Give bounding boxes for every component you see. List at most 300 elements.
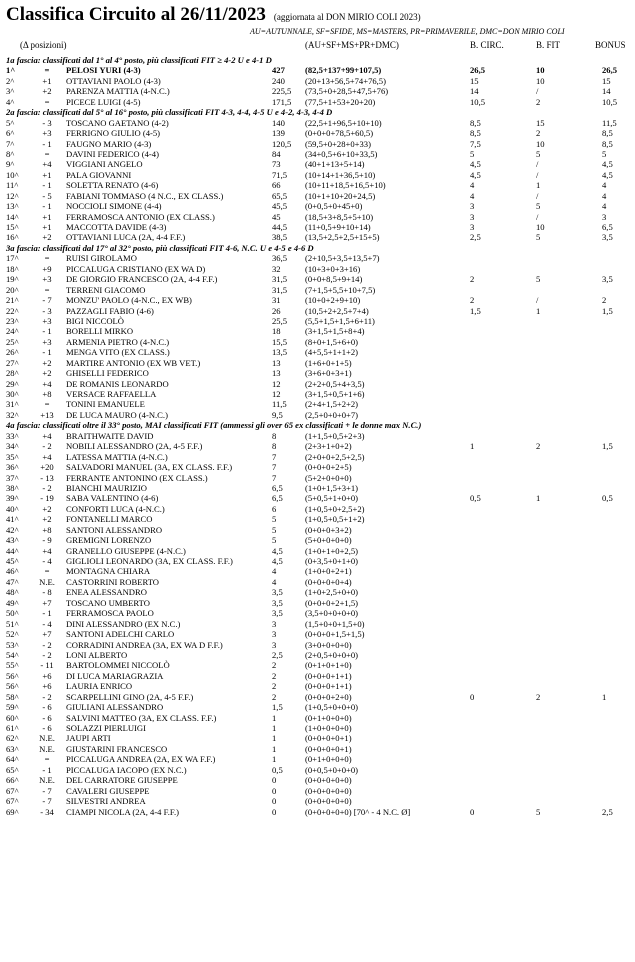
rank-position: 16^	[6, 232, 19, 243]
player-name: SABA VALENTINO (4-6)	[66, 493, 159, 504]
points-breakdown: (0+1+0+0+0)	[305, 754, 352, 765]
rank-position: 67^	[6, 796, 19, 807]
player-name: FERRAMOSCA PAOLO	[66, 608, 154, 619]
player-name: BARTOLOMMEI NICCOLÒ	[66, 660, 170, 671]
rank-change: +2	[42, 357, 52, 368]
points-breakdown: (40+1+13+5+14)	[305, 159, 365, 170]
points-breakdown: (22,5+1+96,5+10+10)	[305, 117, 382, 128]
table-row	[0, 754, 635, 764]
points-breakdown: (1+0+1,5+3+1)	[305, 482, 359, 493]
table-row	[0, 452, 635, 462]
rank-change: =	[44, 399, 50, 410]
rank-change: N.E.	[39, 775, 55, 786]
rank-position: 58^	[6, 691, 19, 702]
total-points: 8	[272, 441, 277, 452]
player-name: DINI ALESSANDRO (EX N.C.)	[66, 618, 181, 629]
table-header	[0, 40, 635, 52]
player-name: PICCALUGA IACOPO (EX N.C.)	[66, 764, 187, 775]
total-points: 7	[272, 462, 277, 473]
points-breakdown: (3+1,5+0,5+1+6)	[305, 389, 365, 399]
total-points: 71,5	[272, 169, 288, 180]
points-breakdown: (1+0+2,5+0+0)	[305, 587, 359, 598]
rank-position: 24^	[6, 326, 19, 337]
rank-change: =	[44, 253, 50, 264]
table-row	[0, 692, 635, 702]
player-name: OTTAVIANI PAOLO (4-3)	[66, 75, 161, 86]
total-points: 427	[272, 65, 285, 76]
rank-position: 45^	[6, 556, 19, 566]
total-points: 1	[272, 743, 277, 754]
rank-position: 42^	[6, 524, 19, 535]
total-points: 38,5	[272, 232, 288, 243]
fit-bonus: 1	[536, 305, 541, 316]
total-points: 1	[272, 723, 277, 733]
rank-change: - 7	[42, 785, 52, 796]
total-points: 240	[272, 75, 285, 86]
total-points: 2,5	[272, 649, 283, 660]
points-breakdown: (0+1+0+1+0)	[305, 660, 352, 671]
table-row	[0, 97, 635, 107]
fit-bonus: 2	[536, 441, 541, 452]
points-breakdown: (4+5,5+1+1+2)	[305, 347, 359, 358]
total-points: 7	[272, 472, 277, 483]
table-row	[0, 566, 635, 576]
total-points: 3,5	[272, 608, 283, 619]
rank-change: +2	[42, 86, 52, 97]
table-row	[0, 473, 635, 483]
total-points: 2	[272, 660, 277, 671]
points-breakdown: (0+0+0+3+2)	[305, 524, 352, 535]
player-name: PELOSI YURI (4-3)	[66, 65, 141, 76]
rank-position: 40^	[6, 503, 19, 514]
points-breakdown: (2+10,5+3,5+13,5+7)	[305, 253, 380, 264]
player-name: JAUPI ARTI	[66, 733, 111, 744]
header-positions: (Δ posizioni)	[20, 40, 67, 50]
total-points: 171,5	[272, 96, 292, 107]
circuit-bonus: 7,5	[470, 138, 481, 149]
rank-position: 56^	[6, 670, 19, 681]
points-breakdown: (20+13+56,5+74+76,5)	[305, 75, 386, 86]
table-row	[0, 76, 635, 86]
fit-bonus: /	[536, 169, 539, 180]
total-points: 6	[272, 503, 277, 514]
circuit-bonus: 26,5	[470, 65, 486, 76]
rank-change: +4	[42, 430, 52, 441]
rank-position: 1^	[6, 65, 16, 76]
points-breakdown: (0+0+0+78,5+60,5)	[305, 128, 374, 139]
table-row	[0, 389, 635, 399]
section-title: 4a fascia: classificati oltre il 33° posto, MAI classificati FIT (ammessi gli over 65 ex classificati + le donne max N.C.)	[6, 420, 422, 431]
table-row	[0, 733, 635, 743]
rank-change: - 1	[42, 608, 52, 619]
rank-change: - 2	[42, 639, 52, 650]
player-name: TOSCANO GAETANO (4-2)	[66, 117, 169, 128]
rank-change: +9	[42, 263, 52, 274]
rank-change: - 3	[42, 117, 52, 128]
rank-position: 62^	[6, 733, 19, 744]
rank-change: +7	[42, 629, 52, 640]
table-row	[0, 326, 635, 336]
bonus-value: 26,5	[602, 65, 618, 76]
rank-change: +4	[42, 545, 52, 556]
table-row	[0, 170, 635, 180]
bonus-value: 11,5	[602, 117, 617, 128]
fit-bonus: 5	[536, 274, 541, 285]
bonus-value: 4	[602, 201, 607, 212]
table-row	[0, 399, 635, 409]
fit-bonus: 10	[536, 75, 545, 86]
rank-change: - 4	[42, 556, 52, 566]
points-breakdown: (0+0,5+0+0+0)	[305, 764, 359, 775]
player-name: BIANCHI MAURIZIO	[66, 482, 147, 493]
rank-change: - 19	[40, 493, 54, 504]
total-points: 1	[272, 754, 277, 765]
rank-change: - 6	[42, 723, 52, 733]
rank-position: 2^	[6, 75, 15, 86]
circuit-bonus: 2	[470, 295, 475, 306]
total-points: 2	[272, 670, 277, 681]
rank-change: =	[44, 566, 50, 577]
bonus-value: 4	[602, 180, 607, 191]
bonus-value: 0,5	[602, 493, 613, 504]
total-points: 3	[272, 618, 277, 629]
player-name: DE ROMANIS LEONARDO	[66, 378, 169, 389]
rank-position: 48^	[6, 587, 19, 598]
total-points: 11,5	[272, 399, 287, 410]
fit-bonus: /	[536, 211, 539, 222]
rank-position: 64^	[6, 754, 19, 765]
player-name: SALVADORI MANUEL (3A, EX CLASS. F.F.)	[66, 462, 233, 473]
rank-position: 10^	[6, 169, 19, 180]
table-row	[0, 514, 635, 524]
bonus-value: 3	[602, 211, 607, 222]
table-row	[0, 483, 635, 493]
title-row	[6, 4, 421, 26]
rank-position: 19^	[6, 274, 19, 285]
circuit-bonus: 8,5	[470, 117, 481, 128]
rank-position: 23^	[6, 315, 19, 326]
bonus-value: 2,5	[602, 806, 613, 817]
bonus-value: 10,5	[602, 96, 618, 107]
legend: AU=AUTUNNALE, SF=SFIDE, MS=MASTERS, PR=PRIMAVERILE, DMC=DON MIRIO COLI	[250, 27, 565, 36]
player-name: BIGI NICCOLÒ	[66, 315, 125, 326]
total-points: 0	[272, 775, 277, 786]
total-points: 4	[272, 576, 277, 587]
total-points: 1	[272, 712, 277, 723]
rank-change: N.E.	[39, 576, 55, 587]
table-row	[0, 608, 635, 618]
player-name: DAVINI FEDERICO (4-4)	[66, 148, 159, 159]
rank-change: - 2	[42, 691, 52, 702]
points-breakdown: (3,5+0+0+0+0)	[305, 608, 359, 619]
player-name: LATESSA MATTIA (4-N.C.)	[66, 451, 168, 462]
fit-bonus: 5	[536, 806, 541, 817]
table-row	[0, 629, 635, 639]
points-breakdown: (7+1,5+5,5+10+7,5)	[305, 284, 376, 295]
fit-bonus: /	[536, 86, 539, 97]
rank-position: 29^	[6, 378, 19, 389]
circuit-bonus: 10,5	[470, 96, 486, 107]
player-name: GIGLIOLI LEONARDO (3A, EX CLASS. F.F.)	[66, 556, 233, 566]
bonus-value: 4	[602, 190, 607, 201]
total-points: 15,5	[272, 336, 288, 347]
rank-change: - 1	[42, 764, 52, 775]
table-row	[0, 159, 635, 169]
rank-position: 26^	[6, 347, 19, 358]
circuit-bonus: 0	[470, 806, 475, 817]
rank-position: 38^	[6, 482, 19, 493]
table-row	[0, 765, 635, 775]
player-name: TONINI EMANUELE	[66, 399, 145, 410]
total-points: 0	[272, 796, 277, 807]
rank-position: 65^	[6, 764, 19, 775]
rank-position: 28^	[6, 368, 19, 379]
table-row	[0, 650, 635, 660]
rank-position: 31^	[6, 399, 19, 410]
rank-change: N.E.	[39, 743, 55, 754]
points-breakdown: (2+0+0+2,5+2,5)	[305, 451, 365, 462]
player-name: FERRANTE ANTONINO (EX CLASS.)	[66, 472, 208, 483]
total-points: 1,5	[272, 702, 283, 713]
ranking-table	[0, 55, 635, 817]
total-points: 9,5	[272, 409, 283, 420]
rank-change: - 1	[42, 347, 52, 358]
circuit-bonus: 0,5	[470, 493, 481, 504]
rank-change: +6	[42, 670, 52, 681]
rank-change: - 1	[42, 326, 52, 337]
total-points: 5	[272, 524, 277, 535]
rank-position: 60^	[6, 712, 19, 723]
rank-change: - 1	[42, 180, 52, 191]
circuit-bonus: 8,5	[470, 128, 481, 139]
total-points: 44,5	[272, 222, 288, 232]
player-name: DI LUCA MARIAGRAZIA	[66, 670, 164, 681]
total-points: 3	[272, 629, 277, 640]
rank-position: 56^	[6, 681, 19, 692]
circuit-bonus: 14	[470, 86, 479, 97]
rank-position: 21^	[6, 295, 19, 306]
total-points: 45	[272, 211, 281, 222]
rank-position: 27^	[6, 357, 19, 368]
rank-position: 51^	[6, 618, 19, 629]
table-row	[0, 222, 635, 232]
rank-change: +3	[42, 274, 52, 285]
total-points: 13,5	[272, 347, 288, 358]
rank-position: 14^	[6, 211, 19, 222]
points-breakdown: (2+0,5+0+0+0)	[305, 649, 359, 660]
points-breakdown: (10+0+2+9+10)	[305, 295, 361, 306]
total-points: 45,5	[272, 201, 288, 212]
player-name: CORRADINI ANDREA (3A, EX WA D F.F.)	[66, 639, 223, 650]
total-points: 4,5	[272, 545, 283, 556]
rank-position: 30^	[6, 389, 19, 399]
player-name: FABIANI TOMMASO (4 N.C., EX CLASS.)	[66, 190, 224, 201]
points-breakdown: (1,5+0+0+1,5+0)	[305, 618, 365, 629]
circuit-bonus: 4,5	[470, 159, 481, 170]
total-points: 3,5	[272, 587, 283, 598]
points-breakdown: (0+0+8,5+9+14)	[305, 274, 363, 285]
rank-position: 47^	[6, 576, 19, 587]
total-points: 4,5	[272, 556, 283, 566]
points-breakdown: (8+0+1,5+6+0)	[305, 336, 359, 347]
total-points: 32	[272, 263, 281, 274]
rank-change: - 6	[42, 702, 52, 713]
player-name: CAVALERI GIUSEPPE	[66, 785, 150, 796]
circuit-bonus: 2	[470, 274, 475, 285]
rank-position: 69^	[6, 806, 19, 817]
points-breakdown: (5+2+0+0+0)	[305, 472, 352, 483]
points-breakdown: (0+0+0+1,5+1,5)	[305, 629, 365, 640]
total-points: 6,5	[272, 482, 283, 493]
points-breakdown: (18,5+3+8,5+5+10)	[305, 211, 374, 222]
rank-change: - 8	[42, 587, 52, 598]
total-points: 31,5	[272, 274, 288, 285]
bonus-value: 1,5	[602, 305, 613, 316]
points-breakdown: (1+0+0+0+0)	[305, 723, 352, 733]
points-breakdown: (10,5+2+2,5+7+4)	[305, 305, 369, 316]
section-title: 1a fascia: classificati dal 1° al 4° posto, più classificati FIT ≥ 4-2 U e 4-1 D	[6, 55, 272, 65]
rank-change: - 7	[42, 295, 52, 306]
total-points: 66	[272, 180, 281, 191]
circuit-bonus: 4,5	[470, 169, 481, 180]
points-breakdown: (2,5+0+0+0+7)	[305, 409, 359, 420]
rank-change: +2	[42, 514, 52, 525]
points-breakdown: (0+0+0+0+0)	[305, 775, 352, 786]
title-note: (aggiornata al DON MIRIO COLI 2023)	[273, 12, 421, 22]
rank-position: 44^	[6, 545, 19, 556]
table-row	[0, 347, 635, 357]
table-row	[0, 368, 635, 378]
rank-position: 43^	[6, 535, 19, 546]
total-points: 5	[272, 535, 277, 546]
player-name: GIULIANI ALESSANDRO	[66, 702, 164, 713]
player-name: GRANELLO GIUSEPPE (4-N.C.)	[66, 545, 186, 556]
player-name: CIAMPI NICOLA (2A, 4-4 F.F.)	[66, 806, 179, 817]
rank-change: N.E.	[39, 733, 55, 744]
fit-bonus: 10	[536, 138, 545, 149]
points-breakdown: (0+0+0+0+0)	[305, 796, 352, 807]
bonus-value: 3,5	[602, 274, 613, 285]
table-row	[0, 660, 635, 670]
points-breakdown: (10+3+0+3+16)	[305, 263, 361, 274]
rank-change: =	[44, 96, 50, 107]
circuit-bonus: 3	[470, 211, 475, 222]
fit-bonus: 1	[536, 180, 541, 191]
bonus-value: 3,5	[602, 232, 613, 243]
rank-position: 39^	[6, 493, 19, 504]
rank-change: +2	[42, 503, 52, 514]
player-name: PARENZA MATTIA (4-N.C.)	[66, 86, 170, 97]
rank-position: 6^	[6, 128, 15, 139]
header-circ: B. CIRC.	[470, 40, 504, 50]
player-name: DE LUCA MAURO (4-N.C.)	[66, 409, 168, 420]
circuit-bonus: 1,5	[470, 305, 481, 316]
total-points: 13	[272, 368, 281, 379]
rank-position: 7^	[6, 138, 15, 149]
table-row	[0, 671, 635, 681]
points-breakdown: (0+0+0+0+0)	[305, 785, 352, 796]
fit-bonus: 5	[536, 232, 541, 243]
player-name: SANTONI ADELCHI CARLO	[66, 629, 175, 640]
total-points: 12	[272, 378, 281, 389]
points-breakdown: (0+1+0+0+0)	[305, 712, 352, 723]
total-points: 3	[272, 639, 277, 650]
player-name: SOLETTA RENATO (4-6)	[66, 180, 159, 191]
rank-position: 53^	[6, 639, 19, 650]
rank-position: 12^	[6, 190, 19, 201]
fit-bonus: 5	[536, 148, 541, 159]
rank-change: +1	[42, 75, 52, 86]
fit-bonus: /	[536, 295, 539, 306]
rank-position: 67^	[6, 785, 19, 796]
table-row	[0, 546, 635, 556]
table-row	[0, 180, 635, 190]
table-row	[0, 410, 635, 420]
player-name: MENGA VITO (EX CLASS.)	[66, 347, 170, 358]
player-name: SILVESTRI ANDREA	[66, 796, 146, 807]
rank-position: 52^	[6, 629, 19, 640]
total-points: 0	[272, 785, 277, 796]
table-row	[0, 212, 635, 222]
player-name: PICCALUGA ANDREA (2A, EX WA F.F.)	[66, 754, 216, 765]
fit-bonus: 15	[536, 117, 545, 128]
rank-position: 32^	[6, 409, 19, 420]
rank-position: 61^	[6, 723, 19, 733]
table-row	[0, 775, 635, 785]
table-row	[0, 139, 635, 149]
points-breakdown: (0+0+0+2+0)	[305, 691, 352, 702]
rank-position: 34^	[6, 441, 19, 452]
player-name: PICCALUGA CRISTIANO (EX WA D)	[66, 263, 206, 274]
player-name: BRAITHWAITE DAVID	[66, 430, 154, 441]
rank-change: - 5	[42, 190, 52, 201]
table-row	[0, 253, 635, 263]
points-breakdown: (0+0+0+2+5)	[305, 462, 352, 473]
points-breakdown: (13,5+2,5+2,5+15+5)	[305, 232, 380, 243]
points-breakdown: (0+0+0+0+4)	[305, 576, 352, 587]
rank-change: - 13	[40, 472, 54, 483]
rank-position: 50^	[6, 608, 19, 619]
rank-position: 17^	[6, 253, 19, 264]
points-breakdown: (10+14+1+36,5+10)	[305, 169, 376, 180]
player-name: RUISI GIROLAMO	[66, 253, 137, 264]
player-name: SALVINI MATTEO (3A, EX CLASS. F.F.)	[66, 712, 217, 723]
table-row	[0, 493, 635, 503]
table-row	[0, 201, 635, 211]
bonus-value: 15	[602, 75, 611, 86]
table-row	[0, 598, 635, 608]
player-name: NOBILI ALESSANDRO (2A, 4-5 F.F.)	[66, 441, 203, 452]
bonus-value: 6,5	[602, 222, 613, 232]
points-breakdown: (3+6+0+3+1)	[305, 368, 352, 379]
points-breakdown: (10+11+18,5+16,5+10)	[305, 180, 386, 191]
player-name: NOCCIOLI SIMONE (4-4)	[66, 201, 162, 212]
rank-position: 49^	[6, 597, 19, 608]
points-breakdown: (34+0,5+6+10+33,5)	[305, 148, 378, 159]
player-name: MARTIRE ANTONIO (EX WB VET.)	[66, 357, 201, 368]
table-row	[0, 358, 635, 368]
player-name: OTTAVIANI LUCA (2A, 4-4 F.F.)	[66, 232, 186, 243]
rank-change: +7	[42, 597, 52, 608]
table-row	[0, 274, 635, 284]
bonus-value: 1,5	[602, 441, 613, 452]
table-row	[0, 232, 635, 242]
rank-change: - 7	[42, 796, 52, 807]
total-points: 139	[272, 128, 285, 139]
points-breakdown: (1+0,5+0+2,5+2)	[305, 503, 365, 514]
table-row	[0, 619, 635, 629]
rank-position: 3^	[6, 86, 15, 97]
